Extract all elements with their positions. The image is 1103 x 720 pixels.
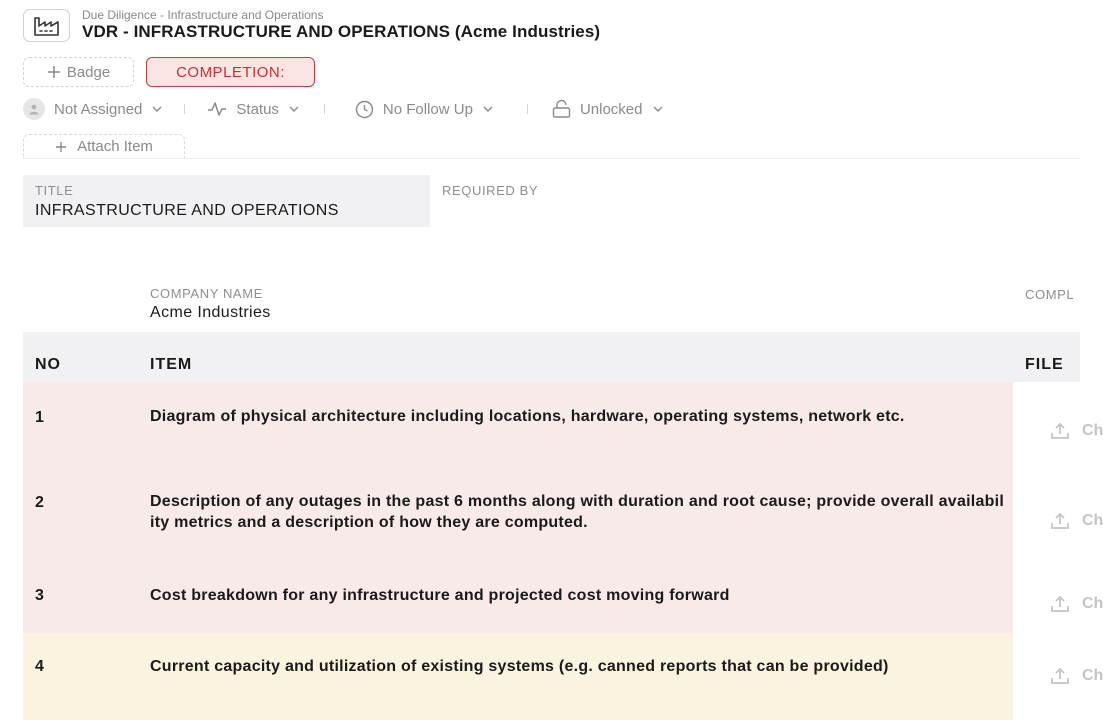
completion-column-label: COMPL (1025, 287, 1075, 302)
chevron-down-icon (288, 105, 300, 113)
upload-file-label: Ch (1082, 595, 1103, 612)
table-row[interactable] (23, 382, 1103, 470)
table-row[interactable] (23, 470, 1103, 557)
row-item: Description of any outages in the past 6 months along with duration and root cause; provide overall availability metrics and a description of how they are computed. (150, 493, 1005, 531)
assignee-dropdown[interactable] (23, 98, 163, 120)
title-field[interactable] (23, 175, 430, 227)
row-number: 4 (35, 658, 44, 675)
upload-icon (1050, 667, 1070, 685)
row-item: Diagram of physical architecture including locations, hardware, operating systems, network etc. (150, 408, 905, 425)
chevron-down-icon (652, 105, 664, 113)
upload-file-button[interactable] (1050, 667, 1103, 685)
status-label: Status (236, 100, 279, 118)
company-name-value: Acme Industries (150, 304, 271, 321)
lock-label: Unlocked (579, 100, 643, 118)
assignee-label: Not Assigned (54, 100, 143, 118)
activity-icon (207, 101, 227, 117)
user-icon (28, 103, 40, 115)
clock-icon (355, 100, 374, 119)
plus-icon (47, 65, 61, 79)
follow-up-label: No Follow Up (382, 100, 473, 118)
upload-file-button[interactable] (1050, 512, 1103, 530)
table-row[interactable] (23, 633, 1103, 720)
lock-dropdown[interactable] (552, 100, 664, 118)
add-badge-label: Badge (66, 63, 111, 81)
page-header (23, 9, 600, 42)
column-header-file: FILE (1025, 356, 1064, 373)
factory-icon (23, 9, 70, 42)
plus-icon (55, 141, 67, 153)
attach-item-label: Attach Item (77, 138, 153, 155)
table-header (23, 332, 1080, 382)
upload-icon (1050, 512, 1070, 530)
follow-up-dropdown[interactable] (355, 100, 494, 119)
upload-icon (1050, 595, 1070, 613)
upload-file-button[interactable] (1050, 422, 1103, 440)
row-number: 1 (35, 409, 44, 426)
column-header-item: ITEM (150, 356, 193, 373)
required-by-label[interactable]: REQUIRED BY (442, 183, 539, 198)
divider (527, 104, 528, 114)
chevron-down-icon (482, 105, 494, 113)
divider (184, 104, 185, 114)
upload-file-label: Ch (1082, 512, 1103, 529)
row-number: 3 (35, 587, 44, 604)
company-name-field (150, 287, 271, 322)
breadcrumb[interactable]: Due Diligence - Infrastructure and Operations (82, 7, 324, 22)
completion-badge[interactable]: COMPLETION: (146, 57, 315, 87)
status-dropdown[interactable] (207, 101, 300, 118)
row-item: Current capacity and utilization of existing systems (e.g. canned reports that can be provided) (150, 658, 889, 675)
company-name-label: COMPANY NAME (150, 286, 263, 301)
upload-icon (1050, 422, 1070, 440)
page-title: VDR - INFRASTRUCTURE AND OPERATIONS (Acme Industries) (82, 21, 601, 41)
upload-file-label: Ch (1082, 667, 1103, 684)
attach-item-button[interactable] (23, 134, 185, 158)
title-value: INFRASTRUCTURE AND OPERATIONS (35, 202, 339, 219)
add-badge-button[interactable] (23, 57, 134, 87)
column-header-no: NO (35, 356, 61, 373)
chevron-down-icon (151, 105, 163, 113)
avatar (23, 98, 45, 120)
upload-file-button[interactable] (1050, 595, 1103, 613)
table-row[interactable] (23, 557, 1103, 633)
section-divider (23, 158, 1080, 159)
divider (324, 104, 325, 114)
row-item: Cost breakdown for any infrastructure and projected cost moving forward (150, 587, 730, 604)
unlock-icon (552, 100, 571, 118)
title-label: TITLE (35, 183, 74, 198)
row-number: 2 (35, 494, 44, 511)
properties-bar (23, 98, 664, 120)
upload-file-label: Ch (1082, 422, 1103, 439)
